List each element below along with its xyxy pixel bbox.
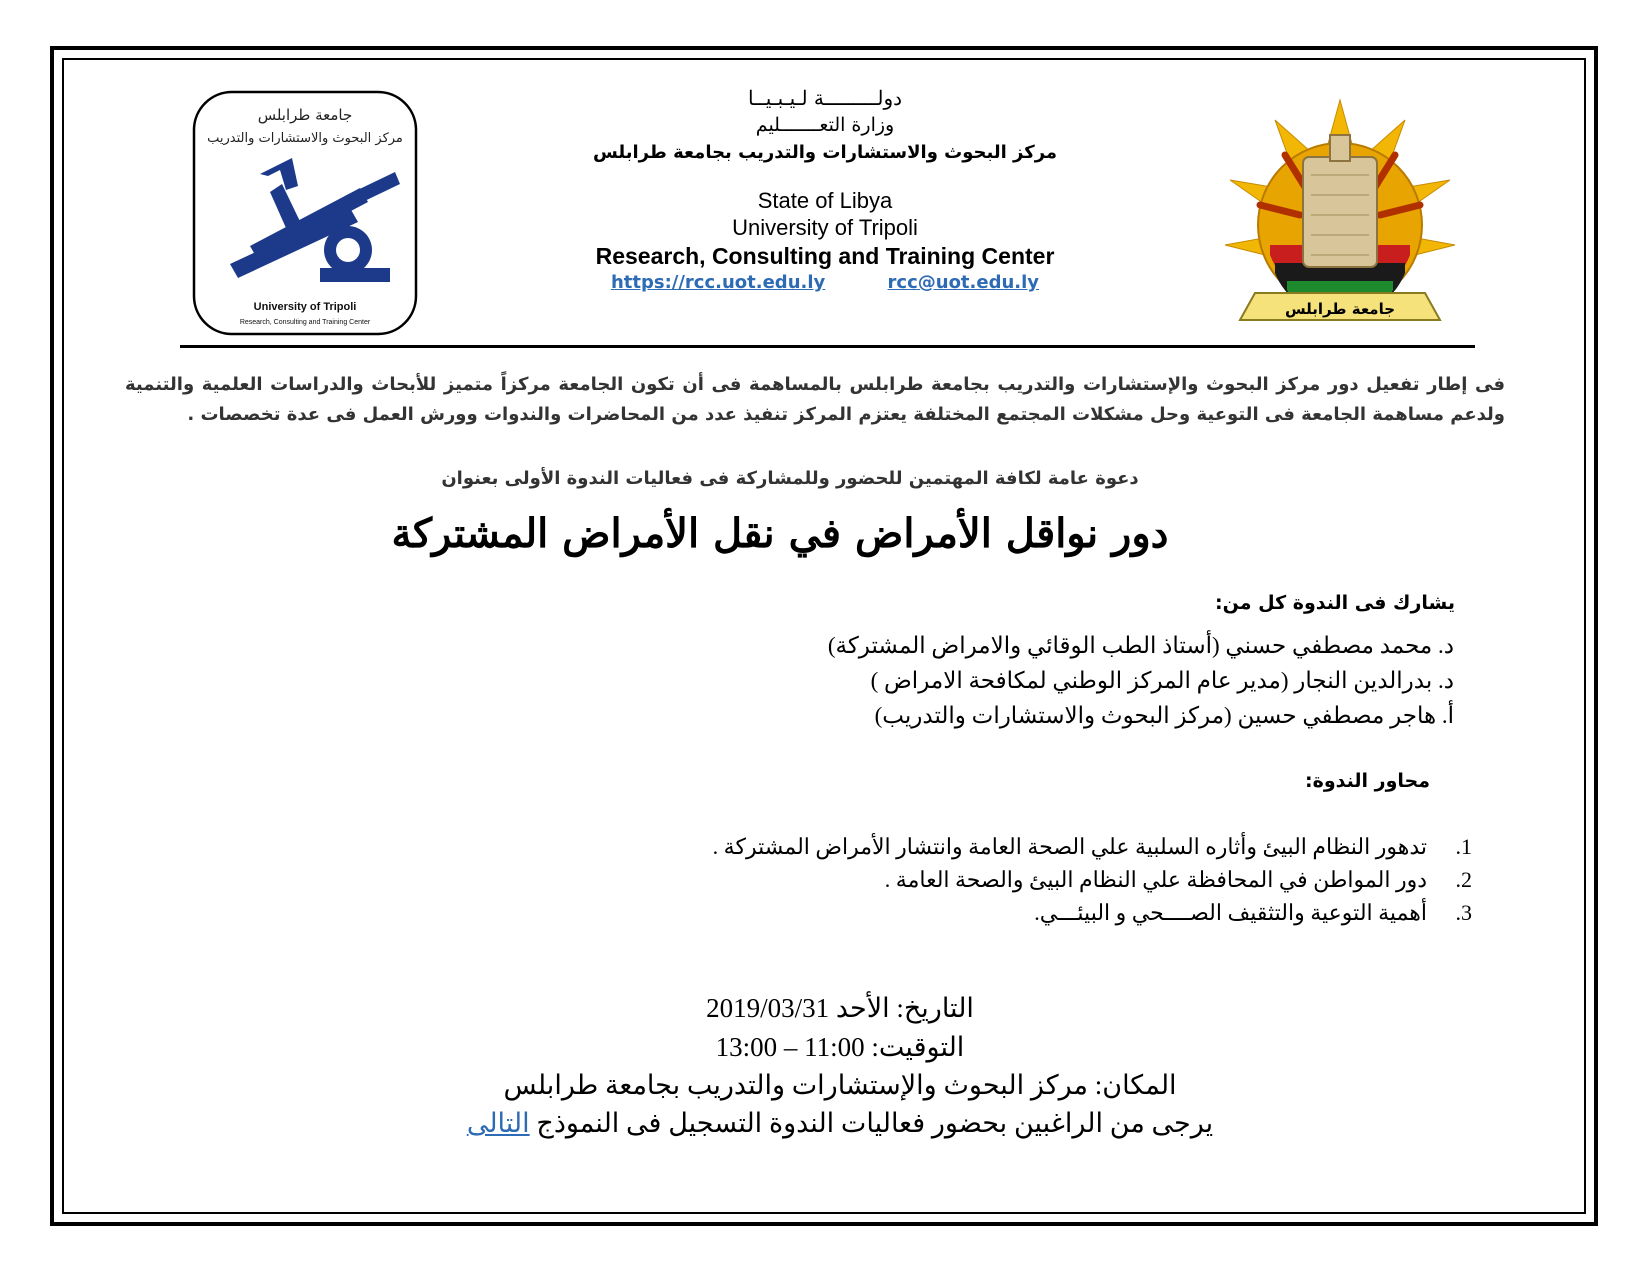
participant-item: أ. هاجر مصطفي حسين (مركز البحوث والاستشارات والتدريب) — [874, 703, 1454, 728]
event-time: التوقيت: 11:00 – 13:00 — [715, 1032, 965, 1062]
seminar-title: دور نواقل الأمراض في نقل الأمراض المشتركة — [391, 510, 1169, 557]
logo-left-arabic-line1: جامعة طرابلس — [257, 106, 353, 124]
registration-text: يرجى من الراغبين بحضور فعاليات الندوة التسجيل فى النموذج — [536, 1108, 1214, 1138]
seal-banner-text: جامعة طرابلس — [1284, 300, 1396, 318]
event-place: المكان: مركز البحوث والإستشارات والتدريب بجامعة طرابلس — [503, 1070, 1177, 1100]
logo-left-english-line1: University of Tripoli — [253, 301, 357, 313]
participants-list — [828, 628, 1454, 733]
axis-item — [713, 830, 1472, 863]
logo-left-arabic-line2: مركز البحوث والاستشارات والتدريب — [207, 131, 403, 146]
logo-left-english-line2: Research, Consulting and Training Center — [239, 319, 371, 326]
axis-text: دور المواطن في المحافظة علي النظام البيئ والصحة العامة . — [884, 867, 1427, 892]
university-seal-icon — [1215, 95, 1465, 340]
header-links — [500, 272, 1150, 293]
participant-item: د. محمد مصطفي حسني (أستاذ الطب الوقائي والامراض المشتركة) — [827, 633, 1454, 658]
header-arabic-center: مركز البحوث والاستشارات والتدريب بجامعة طرابلس — [592, 142, 1058, 163]
axis-text: أهمية التوعية والتثقيف الصــــحي و البيئـــي. — [1034, 900, 1427, 925]
event-date: التاريخ: الأحد 2019/03/31 — [706, 993, 974, 1023]
axis-number: 3. — [1455, 900, 1472, 925]
axis-number: 1. — [1455, 834, 1472, 859]
axis-item — [713, 863, 1472, 896]
header-english-center: Research, Consulting and Training Center — [595, 243, 1055, 269]
header-english-state: State of Libya — [757, 188, 893, 213]
header-arabic-state: دولـــــــــة لـيـبـيــا — [747, 86, 903, 110]
rcc-emblem-icon — [190, 88, 420, 338]
participant-item: د. بدرالدين النجار (مدير عام المركز الوطني لمكافحة الامراض ) — [870, 668, 1454, 693]
axes-heading: محاور الندوة: — [1305, 770, 1430, 792]
registration-link[interactable]: التالى — [466, 1108, 530, 1138]
participants-heading: يشارك فى الندوة كل من: — [1215, 592, 1455, 614]
axes-list — [713, 830, 1472, 929]
website-link[interactable]: https://rcc.uot.edu.ly — [610, 272, 826, 293]
header-arabic-ministry: وزارة التعـــــــليم — [755, 114, 895, 136]
invitation-line: دعوة عامة لكافة المهتمين للحضور وللمشاركة فى فعاليات الندوة الأولى بعنوان — [441, 468, 1139, 489]
axis-text: تدهور النظام البيئ وأثاره السلبية علي الصحة العامة وانتشار الأمراض المشتركة . — [712, 834, 1427, 859]
registration-line — [450, 1108, 1230, 1139]
header-divider — [180, 345, 1475, 348]
axis-number: 2. — [1455, 867, 1472, 892]
axis-item — [713, 896, 1472, 929]
header-english-university: University of Tripoli — [732, 215, 918, 240]
email-link[interactable]: rcc@uot.edu.ly — [887, 272, 1040, 293]
intro-paragraph: فى إطار تفعيل دور مركز البحوث والإستشارات والتدريب بجامعة طرابلس بالمساهمة فى أن تكون الجامعة مركزاً متميز للأبحاث والدراسات العلمية والتنمية ولدعم مساهمة الجامعة فى التوعية وحل مشكلات المجتمع المختلفة يعتزم المركز تنفيذ عدد من المحاضرات والندوات وورش العمل فى عدة تخصصات . — [125, 374, 1505, 425]
